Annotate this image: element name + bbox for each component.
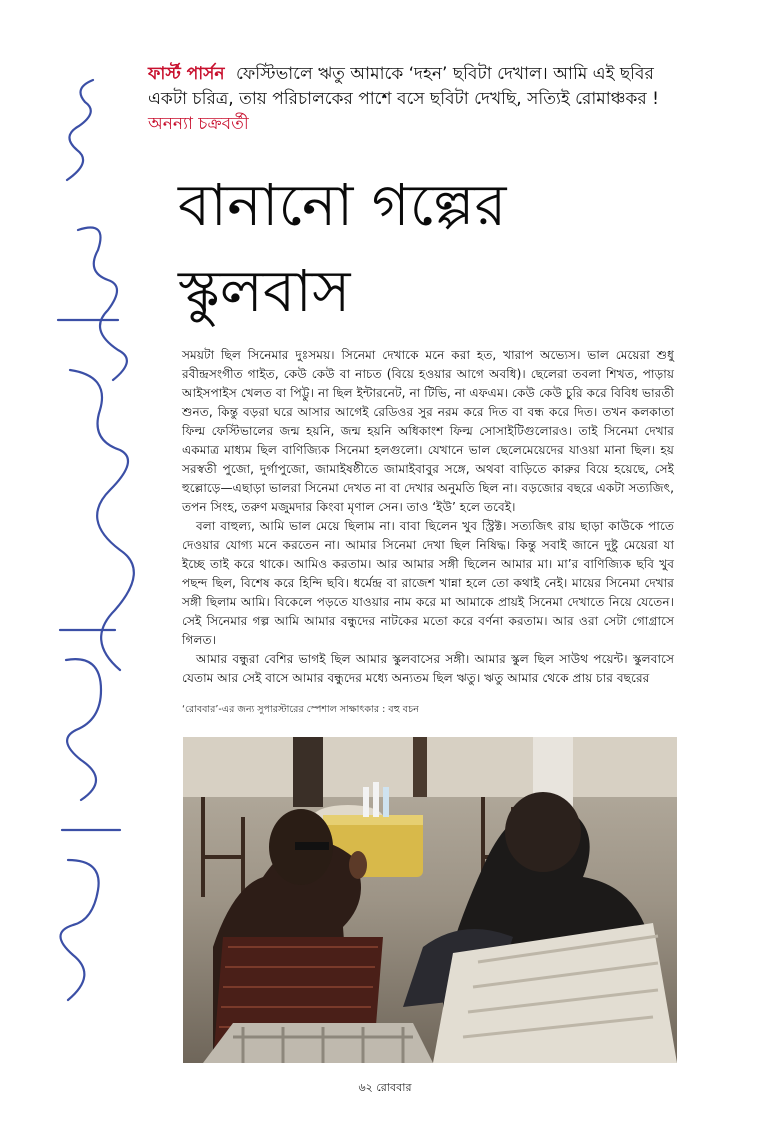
intro-text: ফেস্টিভালে ঋতু আমাকে ‘দহন’ ছবিটা দেখাল। আমি এই ছবির একটা চরিত্র, তায় পরিচালকের পাশে বসে ছবিটা দেখছি, সত্যিই রোমাঞ্চকর !: [148, 64, 659, 109]
photo-two-men-talking: [183, 737, 677, 1063]
intro-blurb: [148, 62, 668, 137]
article-paragraph: আমার বন্ধুরা বেশির ভাগই ছিল আমার স্কুলবাসের সঙ্গী। আমার স্কুল ছিল সাউথ পয়েন্ট। স্কুলবাসে যেতাম আর সেই বাসে আমার বন্ধুদের মধ্যে অন্যতম ছিল ঋতু। ঋতু আমার থেকে প্রায় চার বছরের: [182, 652, 674, 685]
article-body: [182, 346, 674, 688]
kicker-label: ফার্স্ট পার্সন: [148, 64, 225, 84]
article-paragraph: সময়টা ছিল সিনেমার দুঃসময়। সিনেমা দেখাকে মনে করা হত, খারাপ অভ্যেস। ভাল মেয়েরা শুধু রবীন্দ্রসংগীত গাইত, কেউ কেউ বা নাচত (বিয়ে হওয়ার আগে অবধি)। ছেলেরা তবলা শিখত, পাড়ায় আইসপাইস খেলত বা পিট্টু। না ছিল ইন্টারনেট, না টিভি, না এফএম। কেউ কেউ চুরি করে বিবিধ ভারতী শুনত, কিন্তু বড়রা ঘরে আসার আগেই রেডিওর সুর নরম করে দিত বা বন্ধ করে দিত। তখন কলকাতা ফিল্ম ফেস্টিভালের জন্ম হয়নি, জন্ম হয়নি অধিকাংশ ফিল্ম সোসাইটিগুলোরও। তাই সিনেমা দেখার একমাত্র মাধ্যম ছিল বাণিজ্যিক সিনেমা হলগুলো। যেখানে ভাল ছেলেমেয়েদের যাওয়া মানা ছিল। হয় সরস্বতী পুজো, দুর্গাপুজো, জামাইষষ্ঠীতে জামাইবাবুর সঙ্গে, অথবা বাড়িতে কারুর বিয়ে হয়েছে, সেই হুল্লোড়ে—এছাড়া ভালরা সিনেমা দেখত না বা দেখার অনুমতি ছিল না। বড়জোর বছরে একটা সত্যজিৎ, তপন সিংহ, তরুণ মজুমদার কিংবা মৃণাল সেন। তাও ‘ইউ’ হলে তবেই।: [182, 348, 674, 514]
article-paragraph: বলা বাহুল্য, আমি ভাল মেয়ে ছিলাম না। বাবা ছিলেন খুব স্ট্রিক্ট। সত্যজিৎ রায় ছাড়া কাউকে পাতে দেওয়ার যোগ্য মনে করতেন না। আমার সিনেমা দেখা ছিল নিষিদ্ধ। কিন্তু সবাই জানে দুষ্টু মেয়েরা যা ইচ্ছে তাই করে থাকে। আমিও করতাম। আর আমার সঙ্গী ছিলেন আমার মা। মা’র বাণিজ্যিক ছবি খুব পছন্দ ছিল, বিশেষ করে হিন্দি ছবি। ধর্মেন্দ্র বা রাজেশ খান্না হলে তো কথাই নেই। মায়ের সিনেমা দেখার সঙ্গী ছিলাম আমি। বিকেলে পড়তে যাওয়ার নাম করে মা আমাকে প্রায়ই সিনেমা দেখাতে নিয়ে যেতেন। সেই সিনেমার গল্প আমি আমার বন্ধুদের নাটকের মতো করে বর্ণনা করতাম। আর ওরা সেটা গোগ্রাসে গিলত।: [182, 519, 674, 647]
photo-caption: ‘রোববার’-এর জন্য সুপারস্টারের স্পেশাল সাক্ষাৎকার : বহু বচন: [182, 704, 419, 715]
page-footer: ৬২ রোববার: [358, 1081, 412, 1094]
headline: [178, 162, 658, 334]
headline-line-1: বানানো গল্পের: [178, 171, 507, 239]
handwritten-inscription: [38, 70, 158, 1010]
headline-line-2: স্কুলবাস: [178, 257, 351, 325]
byline: অনন্যা চক্রবর্তী: [148, 114, 249, 134]
